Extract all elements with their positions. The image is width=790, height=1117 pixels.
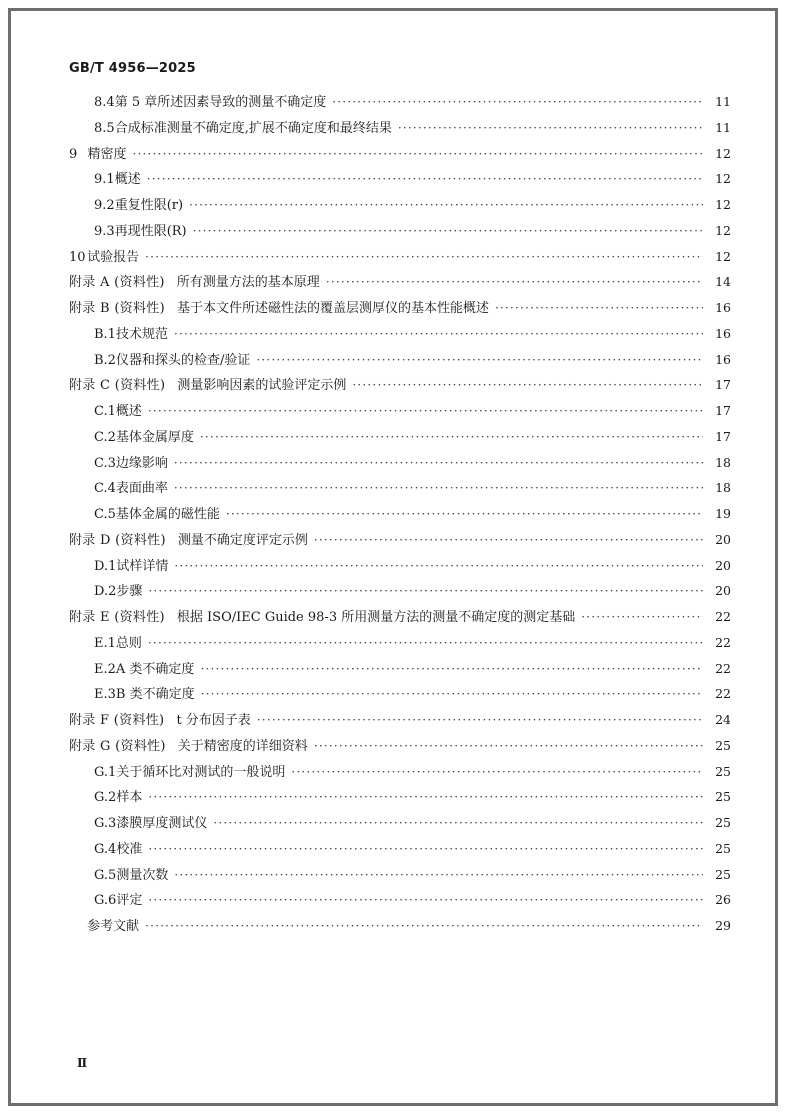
toc-entry-title: 概述 bbox=[114, 172, 141, 188]
toc-entry[interactable] bbox=[69, 244, 731, 270]
toc-entry-page: 20 bbox=[715, 531, 731, 547]
toc-entry[interactable] bbox=[69, 553, 731, 579]
toc-entry-number: G.6 bbox=[94, 893, 117, 909]
toc-entry[interactable] bbox=[69, 681, 731, 707]
toc-leader-dots bbox=[145, 245, 703, 271]
toc-leader-dots bbox=[200, 657, 703, 683]
toc-entry[interactable] bbox=[69, 887, 731, 913]
toc-entry[interactable] bbox=[69, 141, 731, 167]
toc-entry-number: 附录 B (资料性) bbox=[69, 301, 165, 316]
toc-entry[interactable] bbox=[69, 527, 731, 553]
toc-entry[interactable] bbox=[69, 501, 731, 527]
toc-entry[interactable] bbox=[69, 475, 731, 501]
toc-entry-number: C.4 bbox=[94, 481, 116, 497]
table-of-contents bbox=[69, 89, 731, 939]
toc-entry[interactable] bbox=[69, 398, 731, 424]
toc-entry-number: G.1 bbox=[94, 764, 117, 780]
toc-entry-page: 25 bbox=[715, 866, 731, 882]
toc-entry[interactable] bbox=[69, 89, 731, 115]
toc-leader-dots bbox=[326, 270, 703, 296]
toc-entry-number: 9.1 bbox=[94, 172, 115, 188]
toc-entry-page: 11 bbox=[715, 94, 731, 109]
toc-entry-page: 26 bbox=[715, 892, 731, 908]
toc-entry-title: B 类不确定度 bbox=[115, 687, 195, 703]
toc-leader-dots bbox=[148, 785, 703, 811]
toc-entry-page: 18 bbox=[715, 454, 731, 470]
toc-entry-page: 14 bbox=[715, 274, 731, 290]
toc-leader-dots bbox=[213, 811, 703, 837]
toc-entry[interactable] bbox=[69, 810, 731, 836]
toc-entry-title: 仪器和探头的检查/验证 bbox=[115, 352, 251, 368]
toc-entry-page: 29 bbox=[715, 918, 731, 933]
toc-entry[interactable] bbox=[69, 347, 731, 373]
toc-entry-number: G.4 bbox=[94, 841, 117, 857]
toc-entry-number: 8.4 bbox=[94, 95, 115, 110]
toc-entry-number: G.3 bbox=[94, 816, 117, 831]
toc-entry-page: 12 bbox=[715, 222, 731, 238]
toc-entry[interactable] bbox=[69, 913, 731, 939]
toc-entry-title: 边缘影响 bbox=[115, 455, 168, 471]
toc-entry[interactable] bbox=[69, 733, 731, 759]
toc-entry-title: 表面曲率 bbox=[115, 481, 168, 497]
toc-entry-page: 25 bbox=[715, 840, 731, 856]
toc-entry-title: 样本 bbox=[116, 790, 143, 806]
toc-entry[interactable] bbox=[69, 218, 731, 244]
toc-entry-number: 9.3 bbox=[94, 223, 115, 239]
page-number: Ⅱ bbox=[77, 1056, 88, 1070]
toc-entry-number: C.5 bbox=[94, 507, 116, 522]
toc-entry-title: 总则 bbox=[115, 635, 142, 651]
toc-leader-dots bbox=[174, 451, 703, 477]
toc-entry-title: 技术规范 bbox=[115, 326, 168, 342]
toc-entry-number: G.5 bbox=[94, 867, 117, 883]
toc-entry-number: 9 bbox=[69, 146, 78, 162]
toc-leader-dots bbox=[200, 425, 703, 451]
toc-leader-dots bbox=[352, 373, 703, 399]
toc-entry[interactable] bbox=[69, 115, 731, 141]
toc-entry-title: 基体金属厚度 bbox=[115, 429, 194, 445]
toc-entry[interactable] bbox=[69, 295, 731, 321]
toc-entry-title: 试验报告 bbox=[87, 249, 140, 265]
toc-entry-page: 18 bbox=[715, 480, 731, 496]
toc-entry-title: 关于精密度的详细资料 bbox=[177, 738, 308, 754]
toc-leader-dots bbox=[256, 348, 703, 374]
toc-leader-dots bbox=[148, 399, 703, 425]
toc-entry-title: 所有测量方法的基本原理 bbox=[176, 275, 320, 291]
toc-entry-page: 25 bbox=[715, 815, 731, 830]
toc-entry-title: 步骤 bbox=[116, 584, 143, 600]
toc-entry-number: G.2 bbox=[94, 790, 117, 806]
toc-entry-number: E.1 bbox=[94, 635, 116, 651]
toc-entry-page: 25 bbox=[715, 737, 731, 753]
toc-leader-dots bbox=[174, 863, 703, 889]
toc-entry[interactable] bbox=[69, 372, 731, 398]
toc-leader-dots bbox=[257, 708, 703, 734]
toc-entry-title: 根据 ISO/IEC Guide 98-3 所用测量方法的测量不确定度的测定基础 bbox=[176, 610, 576, 625]
toc-entry-number: D.1 bbox=[94, 558, 117, 574]
toc-leader-dots bbox=[132, 142, 703, 168]
toc-entry-number: 附录 A (资料性) bbox=[69, 275, 165, 291]
toc-entry-title: 试样详情 bbox=[116, 558, 169, 574]
toc-entry-number: B.2 bbox=[94, 352, 116, 368]
toc-entry-title: 基于本文件所述磁性法的覆盖层测厚仪的基本性能概述 bbox=[176, 301, 489, 316]
toc-leader-dots bbox=[174, 476, 703, 502]
toc-entry-number: C.2 bbox=[94, 429, 116, 445]
toc-entry-page: 20 bbox=[715, 583, 731, 599]
toc-entry-page: 17 bbox=[715, 428, 731, 444]
toc-entry[interactable] bbox=[69, 269, 731, 295]
toc-entry-page: 25 bbox=[715, 789, 731, 805]
toc-leader-dots bbox=[314, 528, 703, 554]
toc-leader-dots bbox=[495, 296, 703, 322]
toc-entry[interactable] bbox=[69, 784, 731, 810]
toc-entry-page: 22 bbox=[715, 609, 731, 624]
toc-entry-page: 22 bbox=[715, 634, 731, 650]
toc-entry-title: 第 5 章所述因素导致的测量不确定度 bbox=[114, 95, 327, 110]
toc-entry-number: 8.5 bbox=[94, 120, 115, 136]
toc-entry-title: 基体金属的磁性能 bbox=[115, 507, 220, 522]
toc-entry-page: 20 bbox=[715, 557, 731, 573]
toc-entry-number: B.1 bbox=[94, 326, 116, 342]
toc-entry-number: E.3 bbox=[94, 687, 116, 703]
toc-entry-page: 12 bbox=[715, 171, 731, 187]
toc-entry-page: 12 bbox=[715, 145, 731, 161]
toc-entry-page: 24 bbox=[715, 712, 731, 727]
toc-entry[interactable] bbox=[69, 707, 731, 733]
toc-leader-dots bbox=[148, 579, 703, 605]
toc-entry-page: 12 bbox=[715, 197, 731, 212]
toc-entry-title: 再现性限(R) bbox=[114, 223, 187, 239]
toc-entry-number: 附录 E (资料性) bbox=[69, 610, 165, 625]
toc-leader-dots bbox=[193, 219, 703, 245]
toc-entry-title: A 类不确定度 bbox=[115, 661, 195, 677]
toc-leader-dots bbox=[398, 116, 703, 142]
toc-entry-page: 25 bbox=[715, 763, 731, 779]
toc-entry-title: 评定 bbox=[116, 893, 143, 909]
toc-entry[interactable] bbox=[69, 192, 731, 218]
toc-entry[interactable] bbox=[69, 836, 731, 862]
toc-entry[interactable] bbox=[69, 578, 731, 604]
toc-leader-dots bbox=[581, 605, 703, 631]
toc-entry-title: 关于循环比对测试的一般说明 bbox=[116, 764, 286, 780]
toc-entry-number: C.3 bbox=[94, 455, 116, 471]
toc-entry-title: 测量影响因素的试验评定示例 bbox=[177, 378, 347, 394]
toc-entry-title: 测量不确定度评定示例 bbox=[177, 532, 308, 548]
toc-leader-dots bbox=[148, 837, 703, 863]
toc-entry[interactable] bbox=[69, 759, 731, 785]
toc-entry-number: 附录 C (资料性) bbox=[69, 378, 166, 394]
toc-entry-number: 附录 D (资料性) bbox=[69, 532, 166, 548]
toc-entry-page: 17 bbox=[715, 377, 731, 393]
toc-leader-dots bbox=[201, 682, 703, 708]
toc-entry-number: D.2 bbox=[94, 584, 117, 600]
toc-entry[interactable] bbox=[69, 656, 731, 682]
toc-entry-page: 22 bbox=[715, 686, 731, 702]
toc-leader-dots bbox=[189, 193, 703, 219]
toc-entry-page: 12 bbox=[715, 248, 731, 264]
toc-entry[interactable] bbox=[69, 862, 731, 888]
toc-leader-dots bbox=[226, 502, 703, 528]
toc-entry-title: t 分布因子表 bbox=[176, 713, 251, 728]
toc-entry-title: 校准 bbox=[116, 841, 143, 857]
toc-leader-dots bbox=[148, 888, 703, 914]
toc-entry[interactable] bbox=[69, 630, 731, 656]
toc-entry-number: 附录 G (资料性) bbox=[69, 738, 166, 754]
toc-entry-title: 参考文献 bbox=[87, 919, 140, 934]
toc-entry[interactable] bbox=[69, 321, 731, 347]
toc-entry-page: 17 bbox=[715, 403, 731, 418]
document-page bbox=[8, 8, 778, 1106]
toc-entry-page: 16 bbox=[715, 325, 731, 341]
toc-entry[interactable] bbox=[69, 424, 731, 450]
toc-entry[interactable] bbox=[69, 166, 731, 192]
toc-entry-page: 22 bbox=[715, 660, 731, 676]
toc-entry-title: 重复性限(r) bbox=[114, 198, 184, 213]
toc-leader-dots bbox=[174, 554, 703, 580]
standard-number: GB/T 4956—2025 bbox=[69, 61, 196, 76]
toc-entry-title: 精密度 bbox=[87, 146, 127, 162]
toc-entry-title: 合成标准测量不确定度,扩展不确定度和最终结果 bbox=[114, 120, 392, 136]
toc-leader-dots bbox=[147, 167, 703, 193]
toc-entry-page: 19 bbox=[715, 506, 731, 521]
toc-entry-title: 概述 bbox=[115, 404, 142, 419]
toc-entry-number: E.2 bbox=[94, 661, 116, 677]
toc-entry-number: 10 bbox=[69, 249, 86, 265]
toc-leader-dots bbox=[174, 322, 703, 348]
toc-leader-dots bbox=[145, 914, 703, 940]
toc-entry-number: 9.2 bbox=[94, 198, 115, 213]
toc-leader-dots bbox=[148, 631, 703, 657]
toc-leader-dots bbox=[291, 760, 703, 786]
toc-entry-page: 16 bbox=[715, 351, 731, 367]
toc-entry-page: 11 bbox=[715, 119, 731, 135]
toc-leader-dots bbox=[314, 734, 703, 760]
toc-entry-number: 附录 F (资料性) bbox=[69, 713, 165, 728]
toc-entry-page: 16 bbox=[715, 300, 731, 315]
toc-entry[interactable] bbox=[69, 604, 731, 630]
toc-entry-number: C.1 bbox=[94, 404, 116, 419]
toc-entry-title: 测量次数 bbox=[116, 867, 169, 883]
toc-entry-title: 漆膜厚度测试仪 bbox=[116, 816, 208, 831]
toc-leader-dots bbox=[332, 90, 703, 116]
toc-entry[interactable] bbox=[69, 450, 731, 476]
